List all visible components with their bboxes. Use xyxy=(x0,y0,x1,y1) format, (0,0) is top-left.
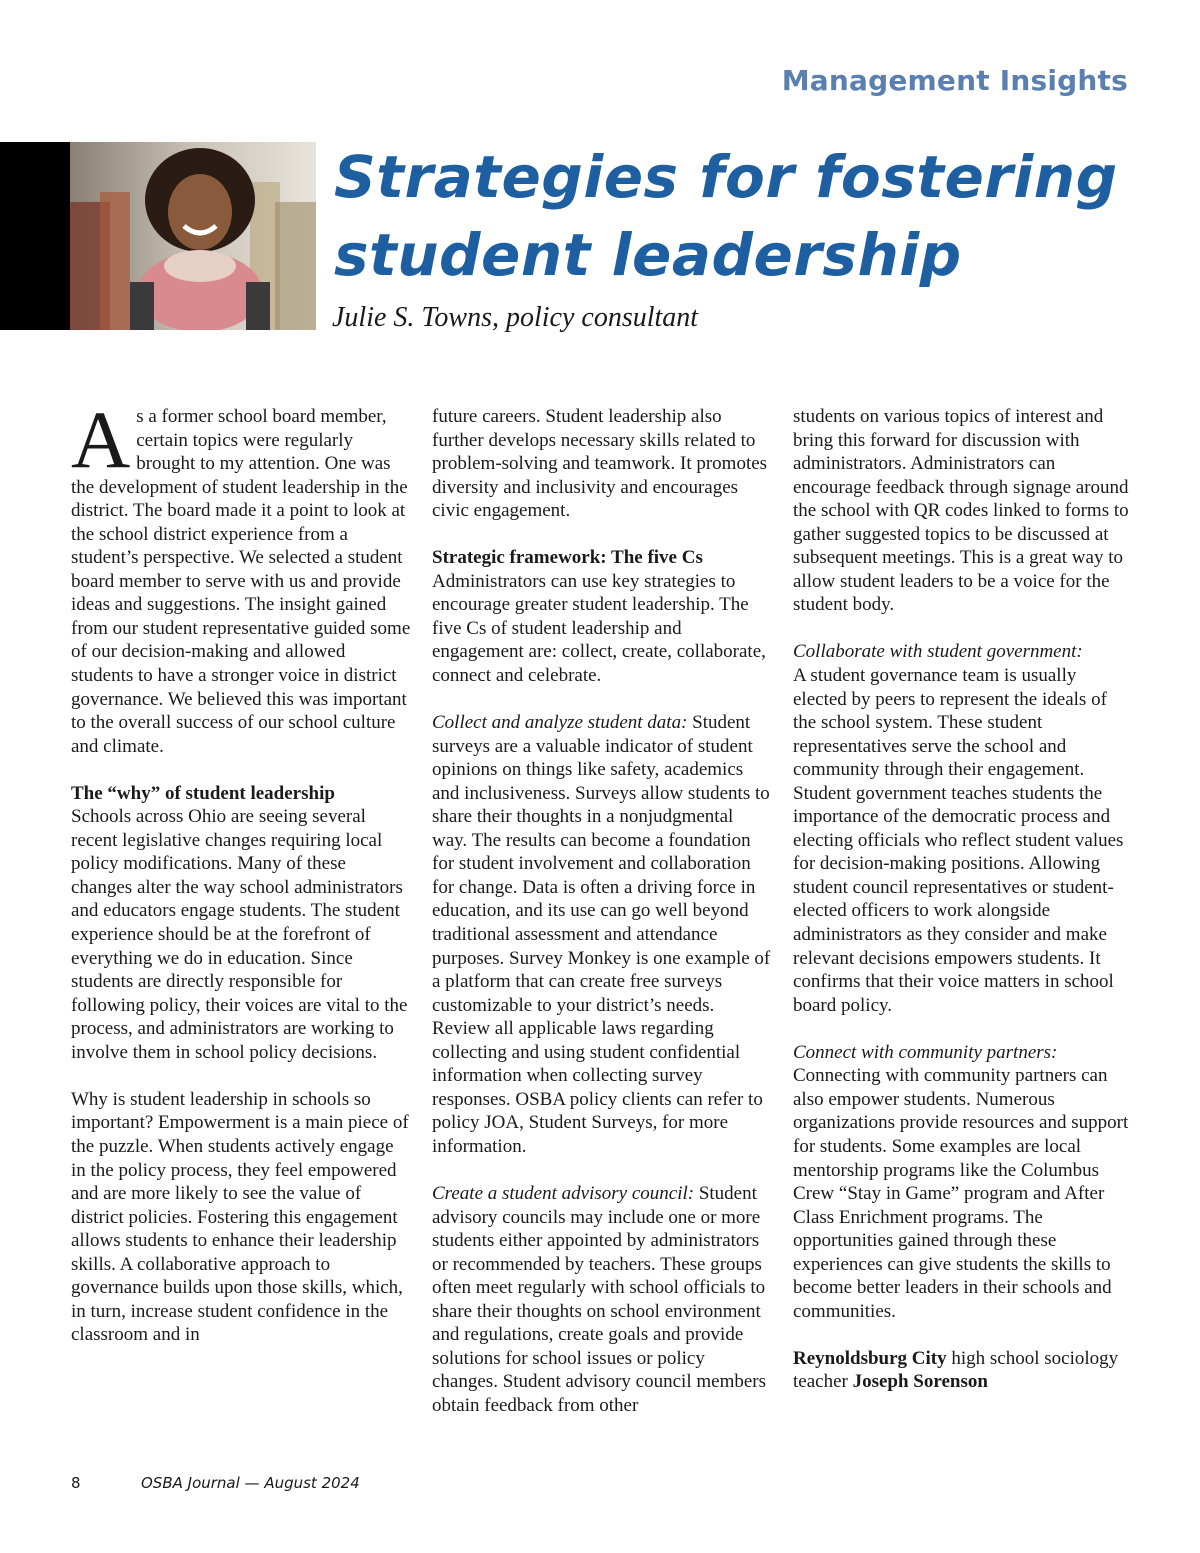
student-photo-image xyxy=(70,142,316,330)
closing-bold-1: Reynoldsburg City xyxy=(793,1347,947,1369)
create-text: Student advisory councils may include one or more students either appointed by administrators or recommended by teachers. These groups often meet regularly with school officials to share their thoughts on school environment and regulations, create goals and provide solutions for school issues or policy changes. Student advisory council members obtain feedback from other xyxy=(432,1183,767,1416)
connect-lead: Connect with community partners: xyxy=(793,1041,1058,1063)
byline: Julie S. Towns, policy consultant xyxy=(332,302,699,333)
framework-paragraph: Administrators can use key strategies to encourage greater student leadership. The five Cs of student leadership and engagement are: collect, create, collaborate, connect and celebrate. xyxy=(432,570,766,687)
collaborate-paragraph: A student governance team is usually elected by peers to represent the ideals of the school system. These student representatives serve the school and community through their engagement. Student government teaches students the importance of the democratic process and electing officials who reflect student values for decision-making positions. Allowing student council representatives or student-elected officers to work alongside administrators as they consider and make relevant decisions empowers students. It confirms that their voice matters in school board policy. xyxy=(793,665,1124,1016)
continuation-paragraph: future careers. Student leadership also further develops necessary skills related to problem-solving and teamwork. It promotes diversity and inclusivity and encourages civic engagement. xyxy=(432,406,768,522)
publication-name: OSBA Journal — August 2024 xyxy=(141,1474,360,1492)
page-footer xyxy=(71,1474,360,1492)
framework-heading: Strategic framework: The five Cs xyxy=(432,547,703,569)
importance-paragraph: Why is student leadership in schools so important? Empowerment is a main piece of the puzzle. When students actively engage in the policy process, they feel empowered and are more likely to see the value of district policies. Fostering this engagement allows students to enhance their leadership skills. A collaborative approach to governance builds upon those skills, which, in turn, increase student confidence in the classroom and in xyxy=(71,1088,409,1346)
intro-text: s a former school board member, certain topics were regularly brought to my attention. One was the development of student leadership in the district. The board made it a point to look at the school district experience from a student’s perspective. We selected a student board member to serve with us and provide ideas and suggestions. The insight gained from our student representative guided some of our decision-making and allowed students to have a stronger voice in district governance. We believed this was important to the overall success of our school culture and climate. xyxy=(71,406,411,757)
headline-line-2: student leadership xyxy=(334,221,962,289)
feature-photo xyxy=(0,142,316,330)
article-headline xyxy=(334,138,1154,294)
collaborate-lead: Collaborate with student government: xyxy=(793,641,1083,663)
collect-paragraph xyxy=(432,711,772,1158)
article-column-3 xyxy=(793,405,1133,1394)
article-column-2 xyxy=(432,405,772,1418)
drop-cap: A xyxy=(71,394,131,485)
closing-bold-2: Joseph Sorenson xyxy=(852,1371,988,1393)
page-number: 8 xyxy=(71,1474,81,1492)
continuation-paragraph: students on various topics of interest and bring this forward for discussion with administrators. Administrators can encourage feedback through signage around the school with QR codes linked to forms to gather suggested topics to be discussed at subsequent meetings. This is a great way to allow student leaders to be a voice for the student body. xyxy=(793,406,1129,616)
closing-mid: high school sociology teacher xyxy=(793,1347,1119,1393)
closing-paragraph xyxy=(793,1347,1133,1394)
create-lead: Create a student advisory council: xyxy=(432,1183,695,1205)
why-paragraph: Schools across Ohio are seeing several recent legislative changes requiring local policy modifications. Many of these changes alter the way school administrators and educators engage students. The student experience should be at the forefront of everything we do in education. Since students are directly responsible for following policy, their voices are vital to the process, and administrators are working to involve them in school policy decisions. xyxy=(71,806,408,1063)
intro-paragraph xyxy=(71,394,411,758)
collect-lead: Collect and analyze student data: xyxy=(432,712,688,734)
create-paragraph xyxy=(432,1182,772,1417)
connect-paragraph: Connecting with community partners can also empower students. Numerous organizations provide resources and support for students. Some examples are local mentorship programs like the Columbus Crew “Stay in Game” program and After Class Enrichment programs. The opportunities gained through these experiences can give students the skills to become better leaders in their schools and communities. xyxy=(793,1065,1129,1322)
headline-line-1: Strategies for fostering xyxy=(334,143,1118,211)
section-label: Management Insights xyxy=(781,64,1128,97)
why-heading: The “why” of student leadership xyxy=(71,782,335,804)
collect-text: Student surveys are a valuable indicator of student opinions on things like safety, academics and inclusiveness. Surveys allow students to share their thoughts in a nonjudgmental way. The results can become a foundation for student involvement and collaboration for change. Data is often a driving force in education, and its use can go well beyond traditional assessment and attendance purposes. Survey Monkey is one example of a platform that can create free surveys customizable to your district’s needs. Review all applicable laws regarding collecting and using student confidential information when collecting survey responses. OSBA policy clients can refer to policy JOA, Student Surveys, for more information. xyxy=(432,712,771,1157)
article-column-1 xyxy=(71,394,411,1347)
